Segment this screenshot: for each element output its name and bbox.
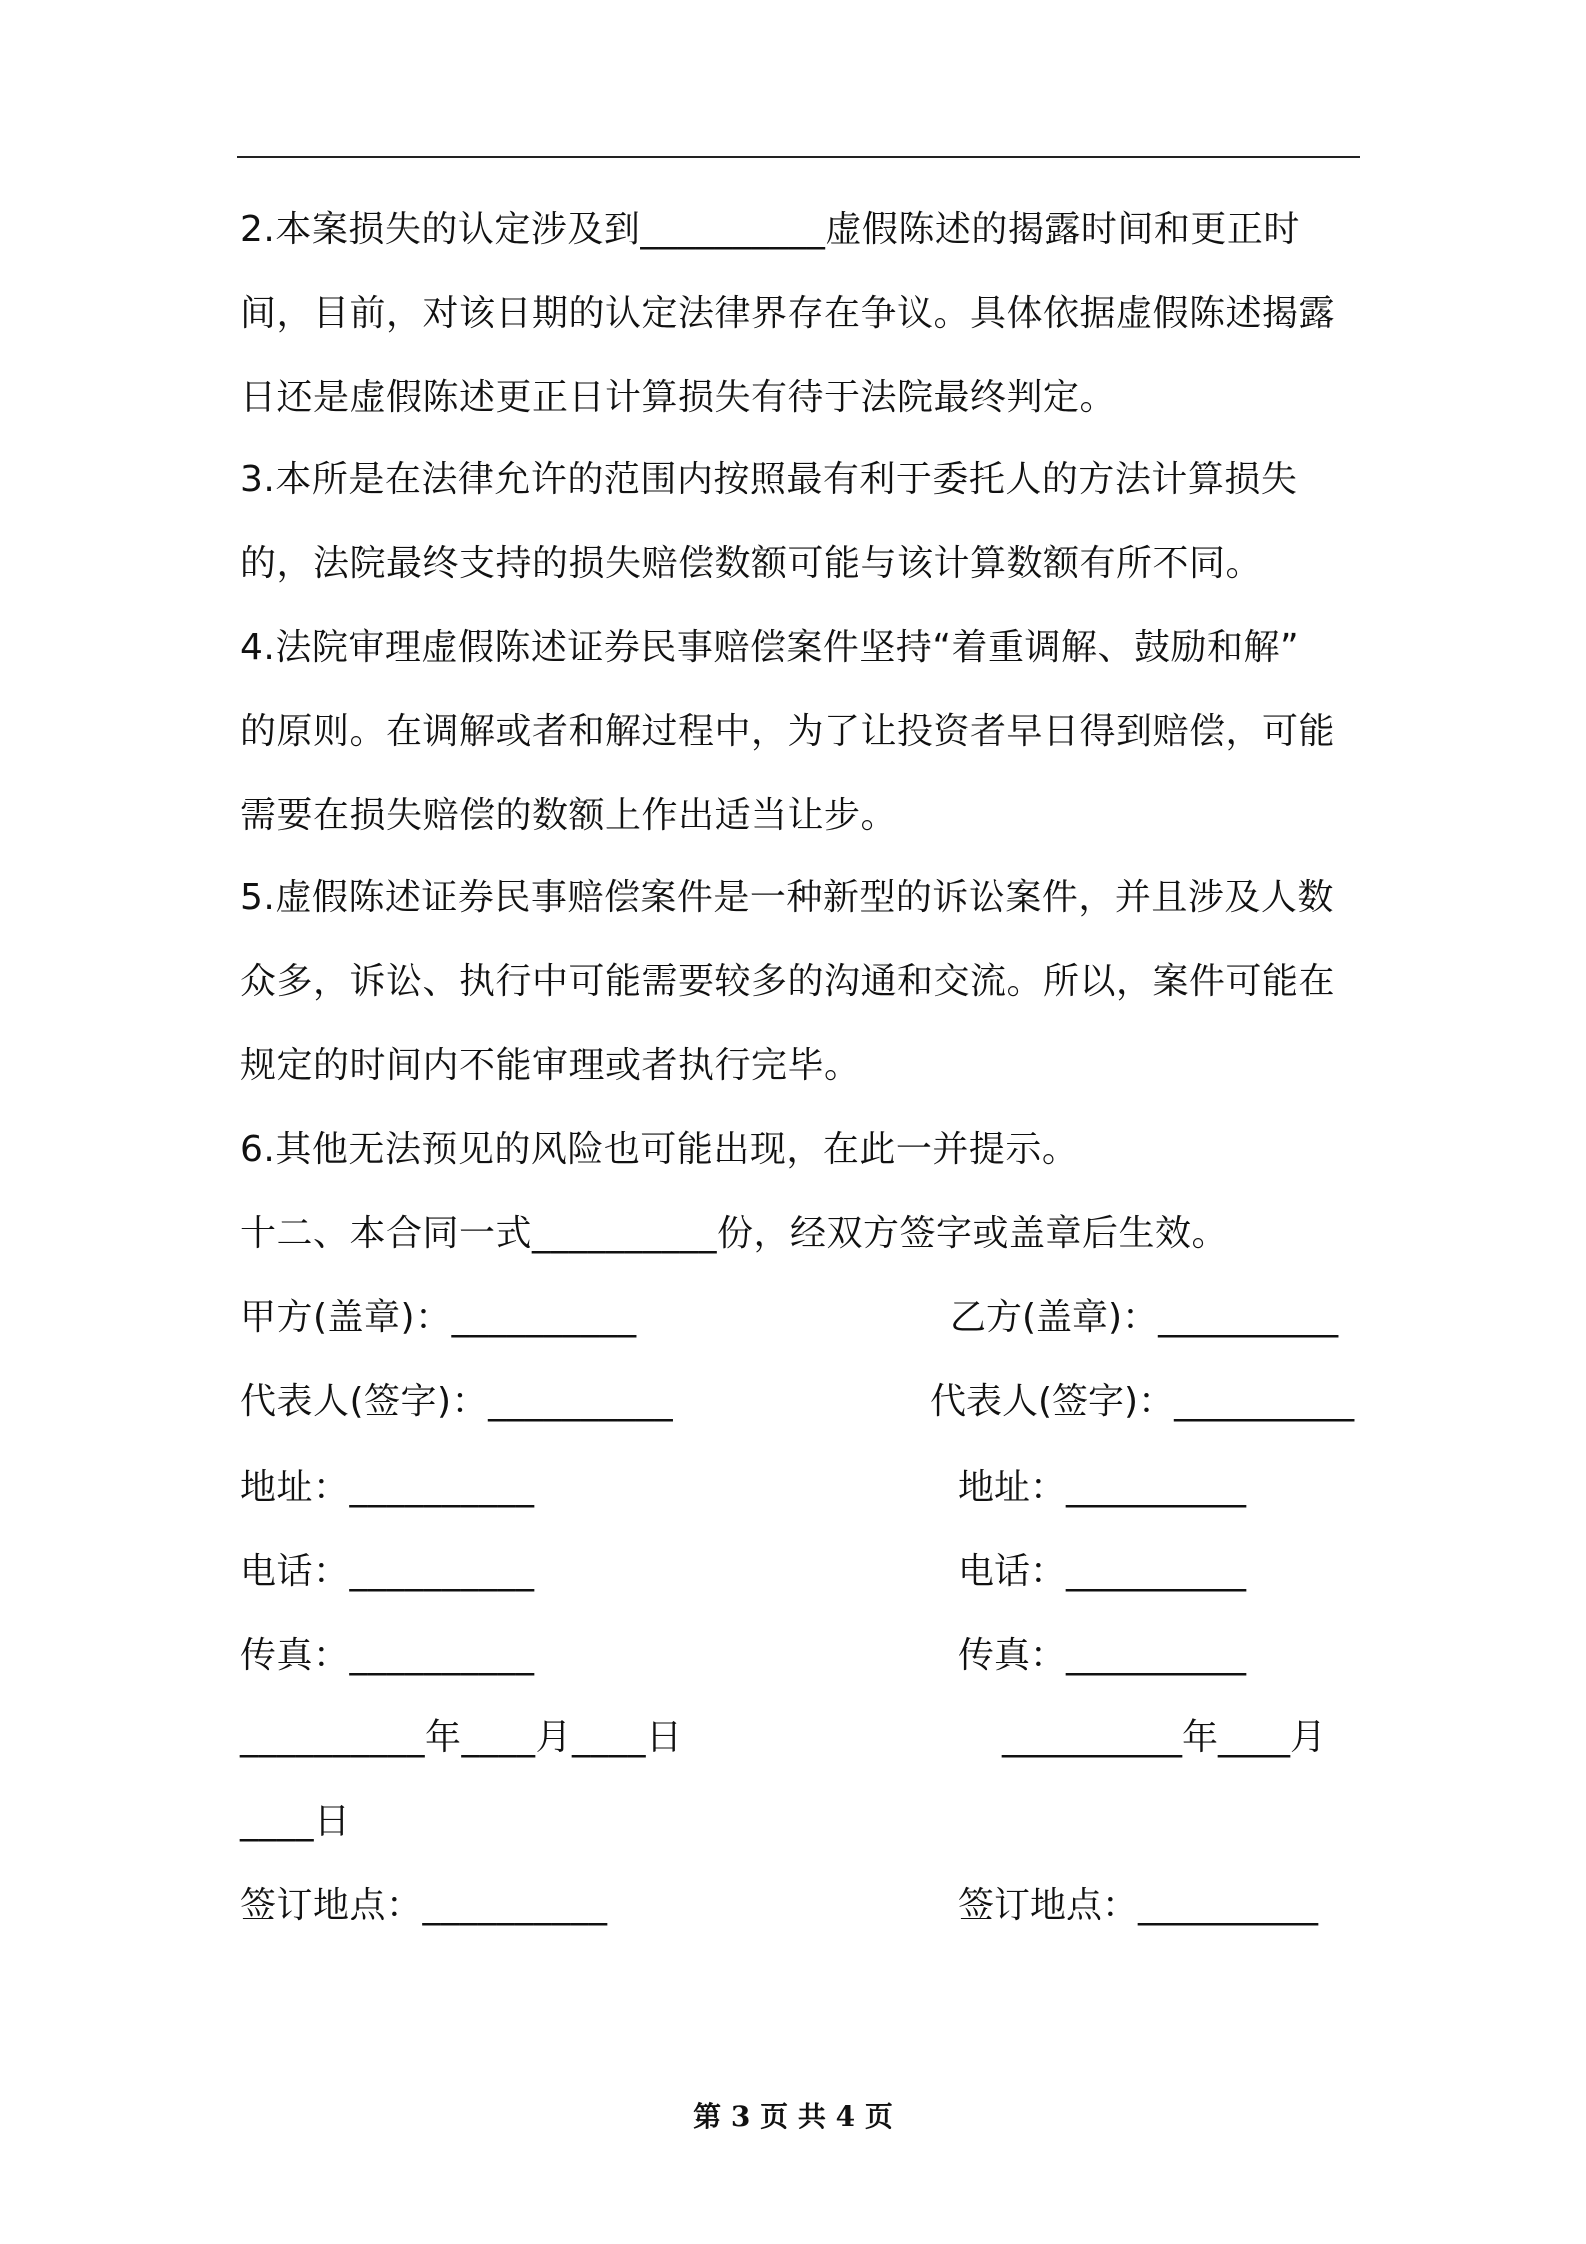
header-rule (237, 156, 1360, 158)
clause-4-line-3: 需要在损失赔偿的数额上作出适当让步。 (240, 795, 898, 836)
party-a-fax: 传真：__________ (240, 1635, 535, 1676)
party-a-phone: 电话：__________ (240, 1551, 535, 1592)
clause-2-line-2: 间，目前，对该日期的认定法律界存在争议。具体依据虚假陈述揭露 (240, 293, 1336, 334)
party-b-place: 签订地点：__________ (958, 1885, 1319, 1926)
clause-12-line: 十二、本合同一式__________份，经双方签字或盖章后生效。 (240, 1213, 1229, 1254)
clause-2-line-1: 2.本案损失的认定涉及到__________虚假陈述的揭露时间和更正时 (240, 209, 1300, 250)
clause-4-line-1: 4.法院审理虚假陈述证券民事赔偿案件坚持“着重调解、鼓励和解” (240, 627, 1300, 668)
clause-6-line: 6.其他无法预见的风险也可能出现，在此一并提示。 (240, 1129, 1079, 1170)
party-b-phone: 电话：__________ (958, 1551, 1247, 1592)
party-b-fax: 传真：__________ (958, 1635, 1247, 1676)
clause-3-line-1: 3.本所是在法律允许的范围内按照最有利于委托人的方法计算损失 (240, 459, 1298, 500)
clause-5-line-2: 众多，诉讼、执行中可能需要较多的沟通和交流。所以，案件可能在 (240, 961, 1336, 1002)
party-a-seal: 甲方(盖章)：__________ (240, 1297, 637, 1338)
party-a-place: 签订地点：__________ (240, 1885, 608, 1926)
clause-2-line-3: 日还是虚假陈述更正日计算损失有待于法院最终判定。 (240, 377, 1117, 418)
clause-3-line-2: 的，法院最终支持的损失赔偿数额可能与该计算数额有所不同。 (240, 543, 1263, 584)
party-a-date: __________年____月____日 (240, 1717, 683, 1758)
page-number: 第 3 页 共 4 页 (693, 2100, 893, 2133)
party-b-date-day: ____日 (240, 1801, 351, 1842)
party-b-seal: 乙方(盖章)：__________ (950, 1297, 1339, 1338)
clause-5-line-3: 规定的时间内不能审理或者执行完毕。 (240, 1045, 861, 1086)
party-a-rep: 代表人(签字)：__________ (240, 1381, 674, 1422)
party-b-address: 地址：__________ (958, 1467, 1247, 1508)
party-a-address: 地址：__________ (240, 1467, 535, 1508)
party-b-rep: 代表人(签字)：__________ (930, 1381, 1355, 1422)
clause-5-line-1: 5.虚假陈述证券民事赔偿案件是一种新型的诉讼案件，并且涉及人数 (240, 877, 1334, 918)
party-b-date: __________年____月 (1002, 1717, 1326, 1758)
clause-4-line-2: 的原则。在调解或者和解过程中，为了让投资者早日得到赔偿，可能 (240, 711, 1336, 752)
